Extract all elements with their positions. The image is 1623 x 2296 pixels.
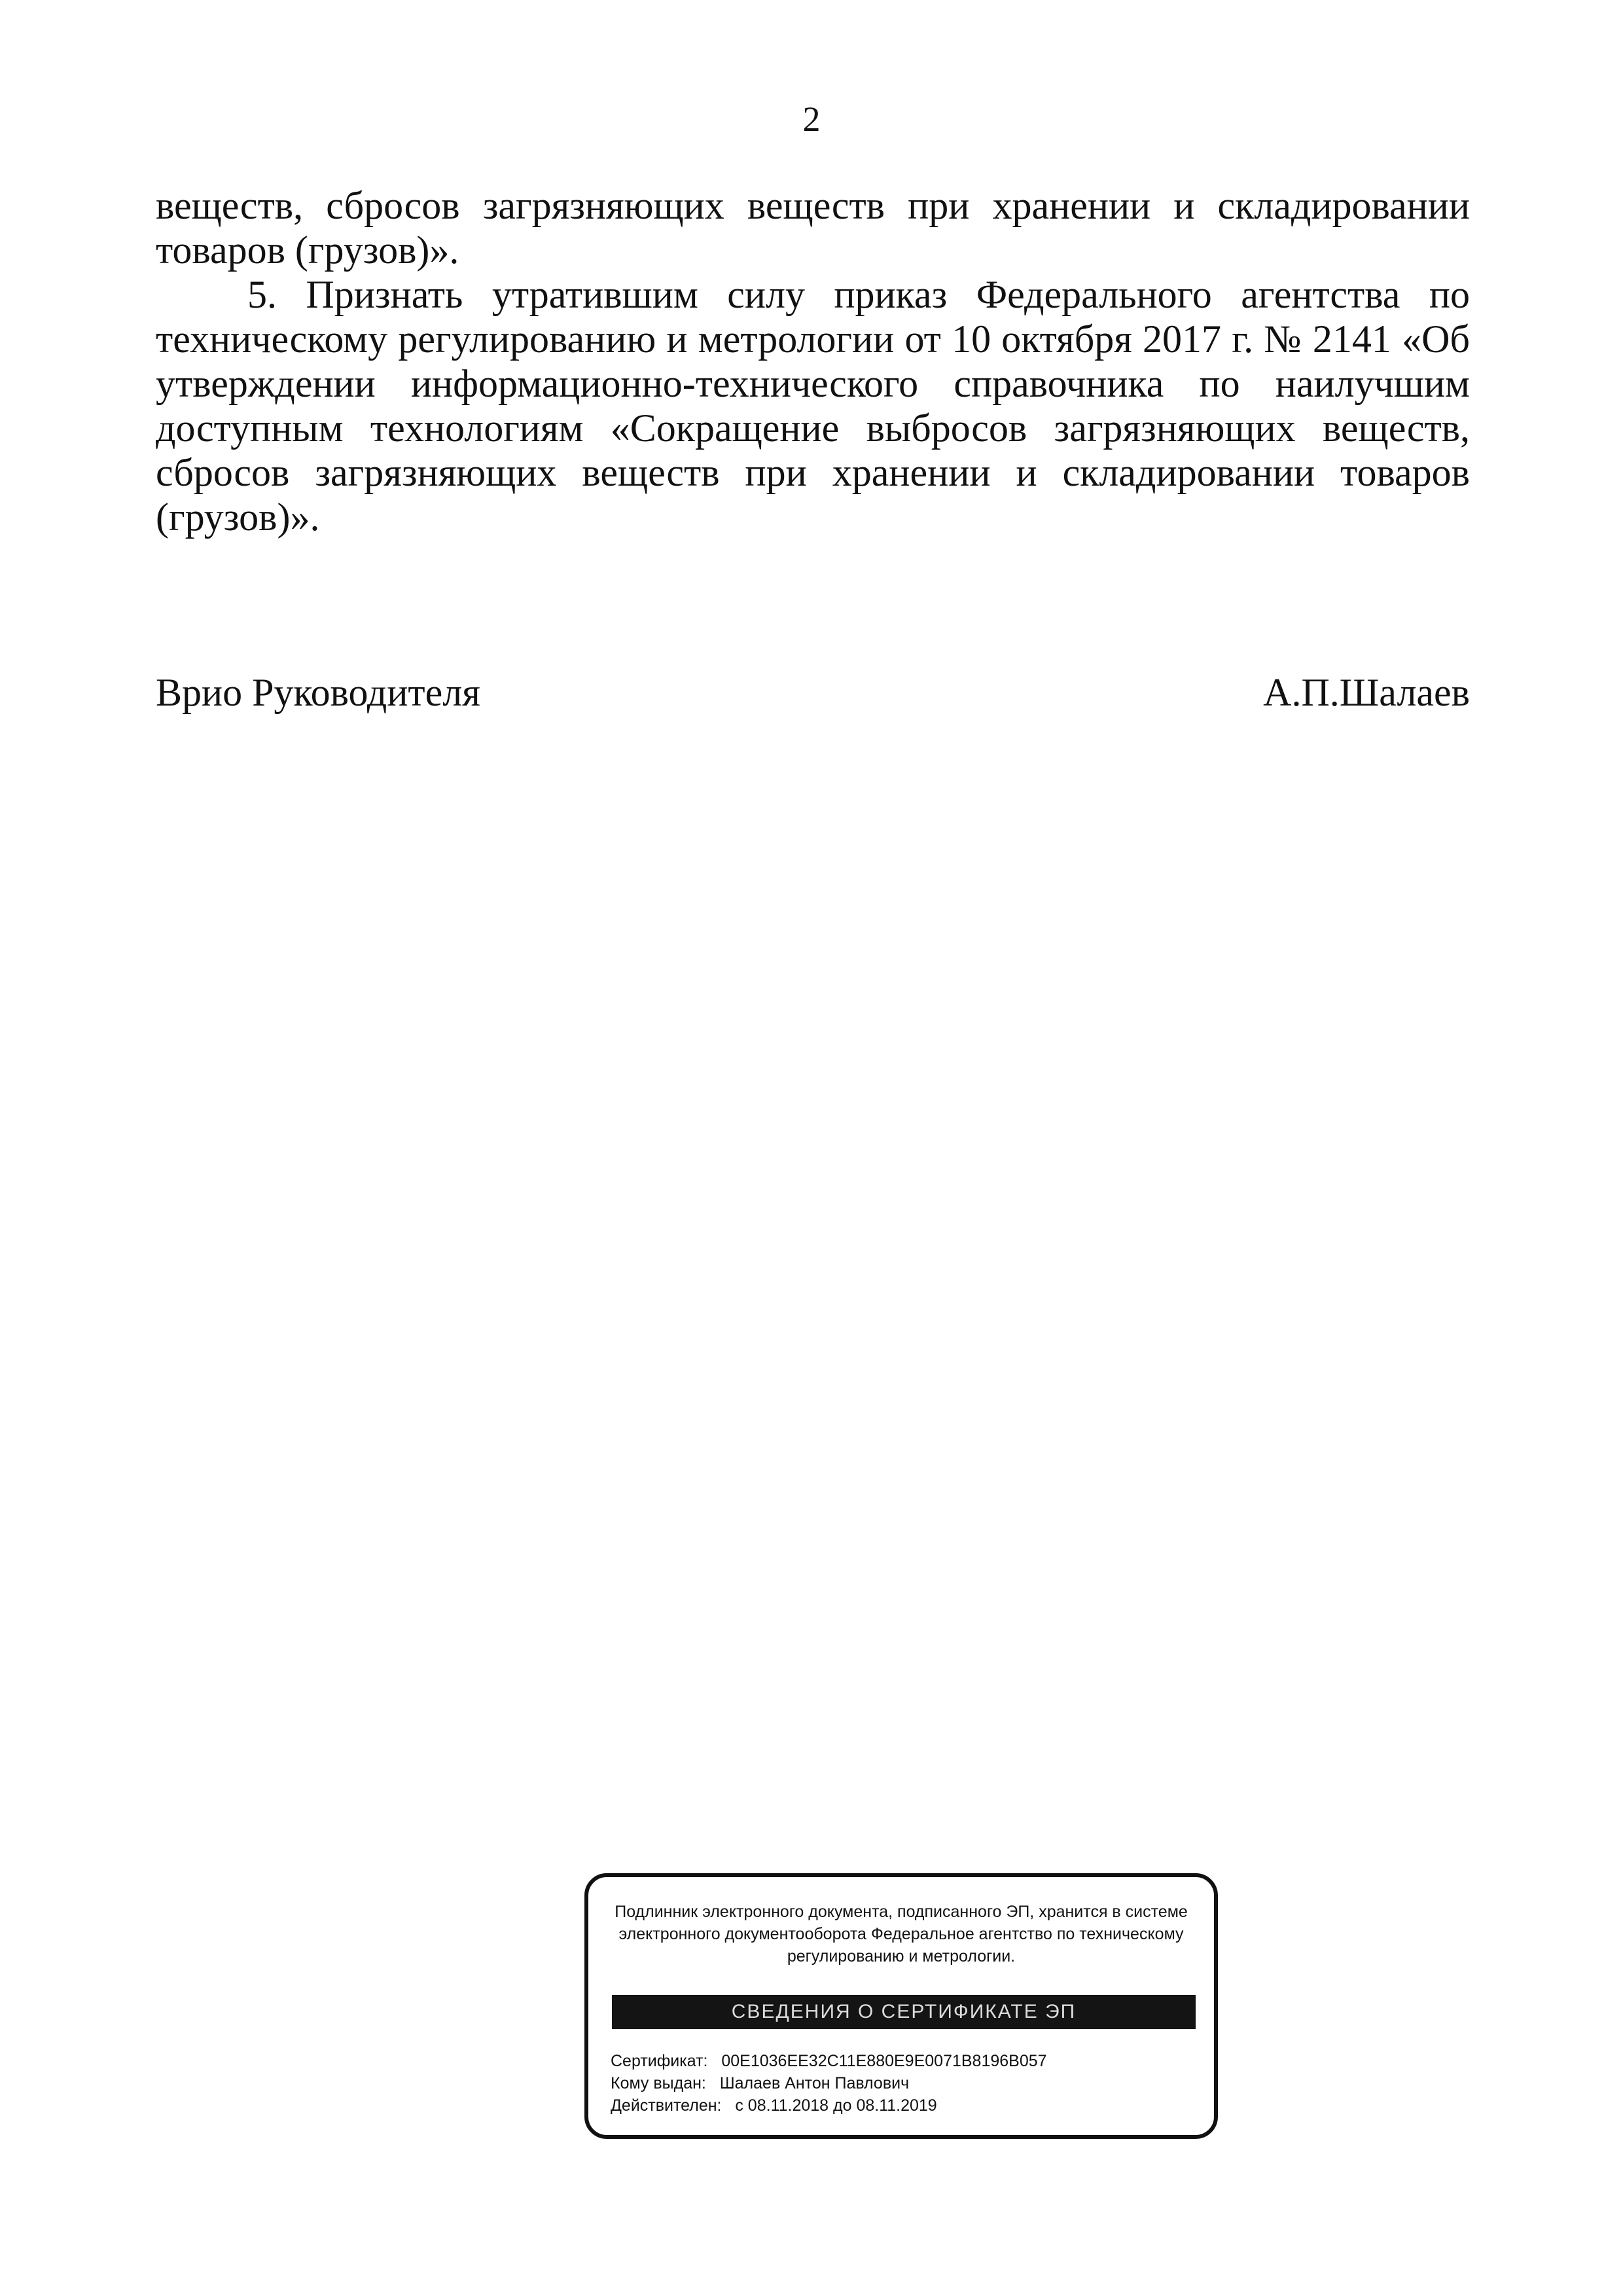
certificate-row	[611, 2050, 1194, 2072]
validity-label: Действителен:	[611, 2096, 722, 2115]
page-number: 2	[802, 99, 821, 139]
signature-block	[156, 670, 1470, 715]
validity-value: с 08.11.2018 до 08.11.2019	[735, 2096, 937, 2115]
certificate-value: 00E1036EE32C11E880E9E0071B8196B057	[721, 2052, 1047, 2070]
validity-row	[611, 2094, 1194, 2117]
document-body	[156, 183, 1470, 539]
signatory-name: А.П.Шалаев	[1263, 671, 1470, 714]
signatory-position: Врио Руководителя	[156, 671, 480, 714]
paragraph-item-5: 5. Признать утратившим силу приказ Федерального агентства по техническому регулированию и метрологии от 10 октября 2017 г. № 2141 «Об утверждении информационно-технического справочника по наилучшим доступным технологиям «Сокращение выбросов загрязняющих веществ, сбросов загрязняющих веществ при хранении и складировании товаров (грузов)».	[156, 273, 1470, 539]
issued-to-row	[611, 2072, 1194, 2094]
stamp-certificate-band: СВЕДЕНИЯ О СЕРТИФИКАТЕ ЭП	[612, 1995, 1196, 2029]
issued-to-value: Шалаев Антон Павлович	[719, 2074, 910, 2092]
issued-to-label: Кому выдан:	[611, 2074, 706, 2092]
certificate-label: Сертификат:	[611, 2052, 708, 2070]
stamp-certificate-details	[611, 2050, 1194, 2117]
paragraph-continuation: веществ, сбросов загрязняющих веществ при хранении и складировании товаров (грузов)».	[156, 184, 1470, 272]
electronic-signature-stamp	[584, 1873, 1218, 2139]
stamp-header-text: Подлинник электронного документа, подписанного ЭП, хранится в системе электронного документооборота Федеральное агентство по техническому регулированию и метрологии.	[615, 1903, 1188, 1965]
